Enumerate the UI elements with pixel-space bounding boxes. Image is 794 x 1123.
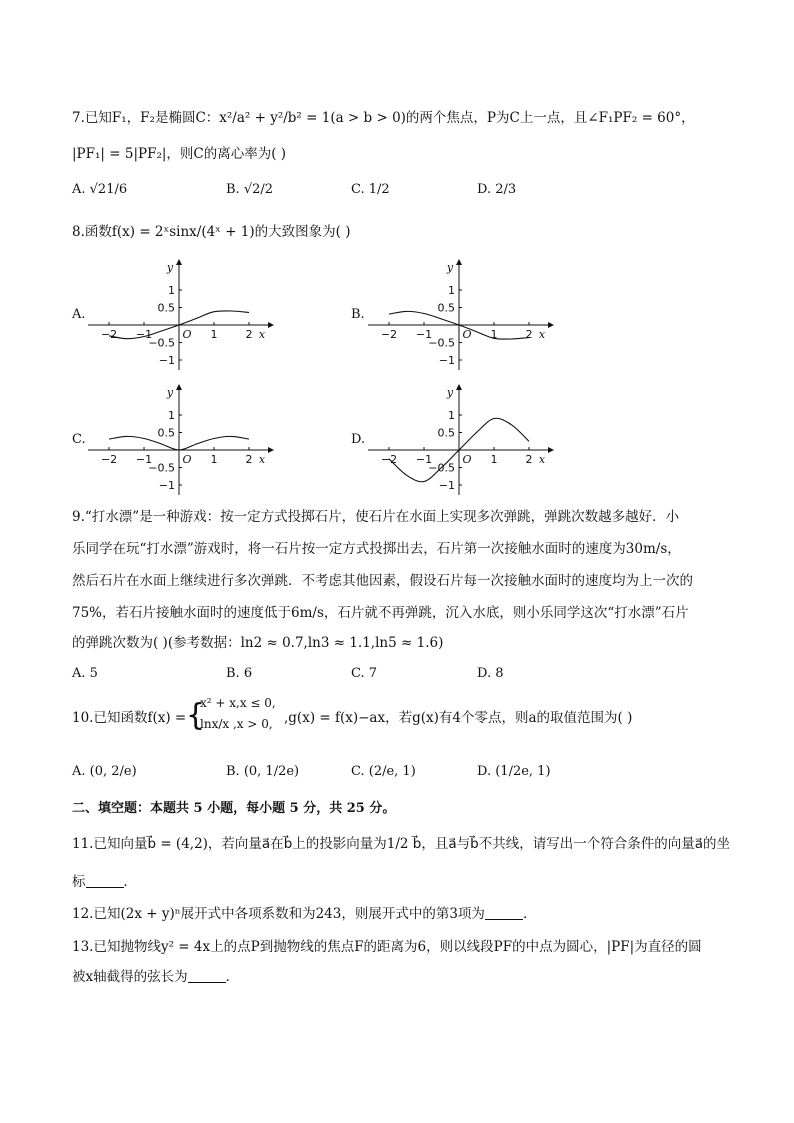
q9-line1: 9.“打水漂”是一种游戏：按一定方式投掷石片，使石片在水面上实现多次弹跳，弹跳次数越多越好．小 — [72, 509, 680, 525]
q7-option-b[interactable]: B. √2/2 — [226, 182, 274, 197]
y-axis-arrow — [176, 384, 182, 390]
q10-suffix: ,g(x) = f(x)−ax，若g(x)有4个零点，则a的取值范围为( ) — [284, 710, 633, 726]
q10-case2: lnx/x ,x > 0, — [200, 717, 273, 731]
y-tick-label: −0.5 — [148, 336, 175, 350]
q10-option-d[interactable]: D. (1/2e, 1) — [477, 764, 551, 779]
x-axis-arrow — [548, 322, 554, 328]
origin-label: O — [182, 453, 192, 466]
y-axis-arrow — [456, 384, 462, 390]
y-axis-label: y — [166, 261, 174, 274]
q9-option-c[interactable]: C. 7 — [351, 666, 378, 681]
q9-line2: 乐同学在玩“打水漂”游戏时，将一石片按一定方式投掷出去，石片第一次接触水面时的速度为30m/s， — [72, 541, 681, 557]
q11-line2: 标 ． — [72, 874, 137, 890]
x-axis-arrow — [548, 447, 554, 453]
x-tick-label: −2 — [100, 453, 118, 466]
x-tick-label: 2 — [525, 453, 533, 466]
x-axis-arrow — [268, 322, 274, 328]
q10-option-b[interactable]: B. (0, 1/2e) — [226, 764, 300, 779]
x-tick-label: 2 — [245, 453, 253, 466]
y-tick-label: 0.5 — [157, 426, 175, 440]
q7-option-c[interactable]: C. 1/2 — [351, 182, 390, 197]
y-axis-label: y — [446, 386, 454, 399]
q13-line2-text: 被x轴截得的弦长为 — [72, 969, 188, 985]
x-tick-label: −1 — [135, 328, 153, 341]
y-axis-arrow — [456, 259, 462, 265]
q9-line4: 75%，若石片接触水面时的速度低于6m/s，石片就不再弹跳，沉入水底，则小乐同学这次“打水漂”石片 — [72, 605, 689, 621]
y-tick-label: 1 — [168, 284, 175, 297]
origin-label: O — [182, 328, 192, 341]
y-axis-label: y — [446, 261, 454, 274]
y-tick-label: 1 — [168, 409, 175, 422]
graph-d — [366, 383, 556, 498]
x-tick-label: 1 — [490, 328, 498, 341]
graph-a — [86, 258, 276, 373]
q9-option-b[interactable]: B. 6 — [226, 666, 253, 681]
y-tick-label: 1 — [448, 409, 455, 422]
section-heading: 二、填空题：本题共 5 小题，每小题 5 分，共 25 分。 — [72, 801, 396, 816]
q7-line1: 7.已知F₁，F₂是椭圆C：x²/a² + y²/b² = 1(a > b > 0)的两个焦点，P为C上一点，且∠F₁PF₂ = 60°， — [72, 110, 695, 126]
x-axis-label: x — [538, 453, 546, 466]
x-tick-label: 2 — [525, 328, 533, 341]
q10-option-a[interactable]: A. (0, 2/e) — [72, 764, 137, 779]
q13-answer-blank[interactable] — [188, 968, 226, 983]
x-axis-label: x — [258, 328, 266, 341]
origin-label: O — [462, 328, 472, 341]
y-tick-label: 0.5 — [437, 426, 455, 440]
y-tick-label: −0.5 — [428, 461, 455, 475]
q12-text: 12.已知(2x + y)ⁿ展开式中各项系数和为243，则展开式中的第3项为 — [72, 906, 485, 922]
origin-label: O — [462, 453, 472, 466]
q9-option-d[interactable]: D. 8 — [477, 666, 504, 681]
q10-brace: { — [186, 698, 206, 733]
q10-option-c[interactable]: C. (2/e, 1) — [351, 764, 416, 779]
q8-stem: 8.函数f(x) = 2ˣsinx/(4ˣ + 1)的大致图象为( ) — [72, 224, 351, 240]
y-tick-label: −0.5 — [148, 461, 175, 475]
q13-line1: 13.已知抛物线y² = 4x上的点P到抛物线的焦点F的距离为6，则以线段PF的中点为圆心，|PF|为直径的圆 — [72, 939, 702, 955]
y-tick-label: −1 — [438, 354, 455, 367]
y-tick-label: −0.5 — [428, 336, 455, 350]
graph-b-label[interactable]: B. — [351, 307, 365, 322]
y-tick-label: 0.5 — [157, 301, 175, 315]
x-tick-label: −2 — [380, 453, 398, 466]
x-tick-label: −1 — [135, 453, 153, 466]
q9-option-a[interactable]: A. 5 — [72, 666, 98, 681]
q11-line2-text: 标 — [72, 874, 86, 890]
x-axis-label: x — [538, 328, 546, 341]
q12: 12.已知(2x + y)ⁿ展开式中各项系数和为243，则展开式中的第3项为 ． — [72, 906, 537, 922]
y-tick-label: 0.5 — [437, 301, 455, 315]
q7-option-d[interactable]: D. 2/3 — [477, 182, 517, 197]
graph-c-label[interactable]: C. — [72, 432, 86, 447]
q9-line5: 的弹跳次数为( )(参考数据：ln2 ≈ 0.7,ln3 ≈ 1.1,ln5 ≈ 1.6) — [72, 635, 444, 651]
x-tick-label: −1 — [415, 453, 433, 466]
graph-c — [86, 383, 276, 498]
x-tick-label: 2 — [245, 328, 253, 341]
x-axis-label: x — [258, 453, 266, 466]
x-tick-label: −1 — [415, 328, 433, 341]
q10-case1: x² + x,x ≤ 0, — [200, 696, 276, 710]
y-axis-arrow — [176, 259, 182, 265]
graph-a-label[interactable]: A. — [72, 307, 86, 322]
q7-option-a[interactable]: A. √21/6 — [72, 182, 128, 197]
q11-line1: 11.已知向量b⃗ = (4,2)，若向量a⃗在b⃗上的投影向量为1/2 b⃗，且a⃗与b⃗不共线，请写出一个符合条件的向量a⃗的坐 — [72, 836, 730, 852]
x-tick-label: −2 — [100, 328, 118, 341]
x-axis-arrow — [268, 447, 274, 453]
q13-line2: 被x轴截得的弦长为 ． — [72, 969, 240, 985]
x-tick-label: 1 — [490, 453, 498, 466]
y-tick-label: 1 — [448, 284, 455, 297]
y-tick-label: −1 — [438, 479, 455, 492]
q9-line3: 然后石片在水面上继续进行多次弹跳．不考虑其他因素，假设石片每一次接触水面时的速度均为上一次的 — [72, 573, 693, 589]
x-tick-label: 1 — [210, 453, 218, 466]
x-tick-label: −2 — [380, 328, 398, 341]
y-tick-label: −1 — [158, 354, 175, 367]
q7-line2: |PF₁| = 5|PF₂|，则C的离心率为( ) — [72, 146, 287, 162]
q12-answer-blank[interactable] — [485, 905, 523, 920]
x-tick-label: 1 — [210, 328, 218, 341]
y-axis-label: y — [166, 386, 174, 399]
q10-prefix: 10.已知函数f(x) = — [72, 710, 187, 726]
graph-b — [366, 258, 556, 373]
y-tick-label: −1 — [158, 479, 175, 492]
q11-answer-blank[interactable] — [86, 873, 124, 888]
graph-d-label[interactable]: D. — [351, 432, 366, 447]
